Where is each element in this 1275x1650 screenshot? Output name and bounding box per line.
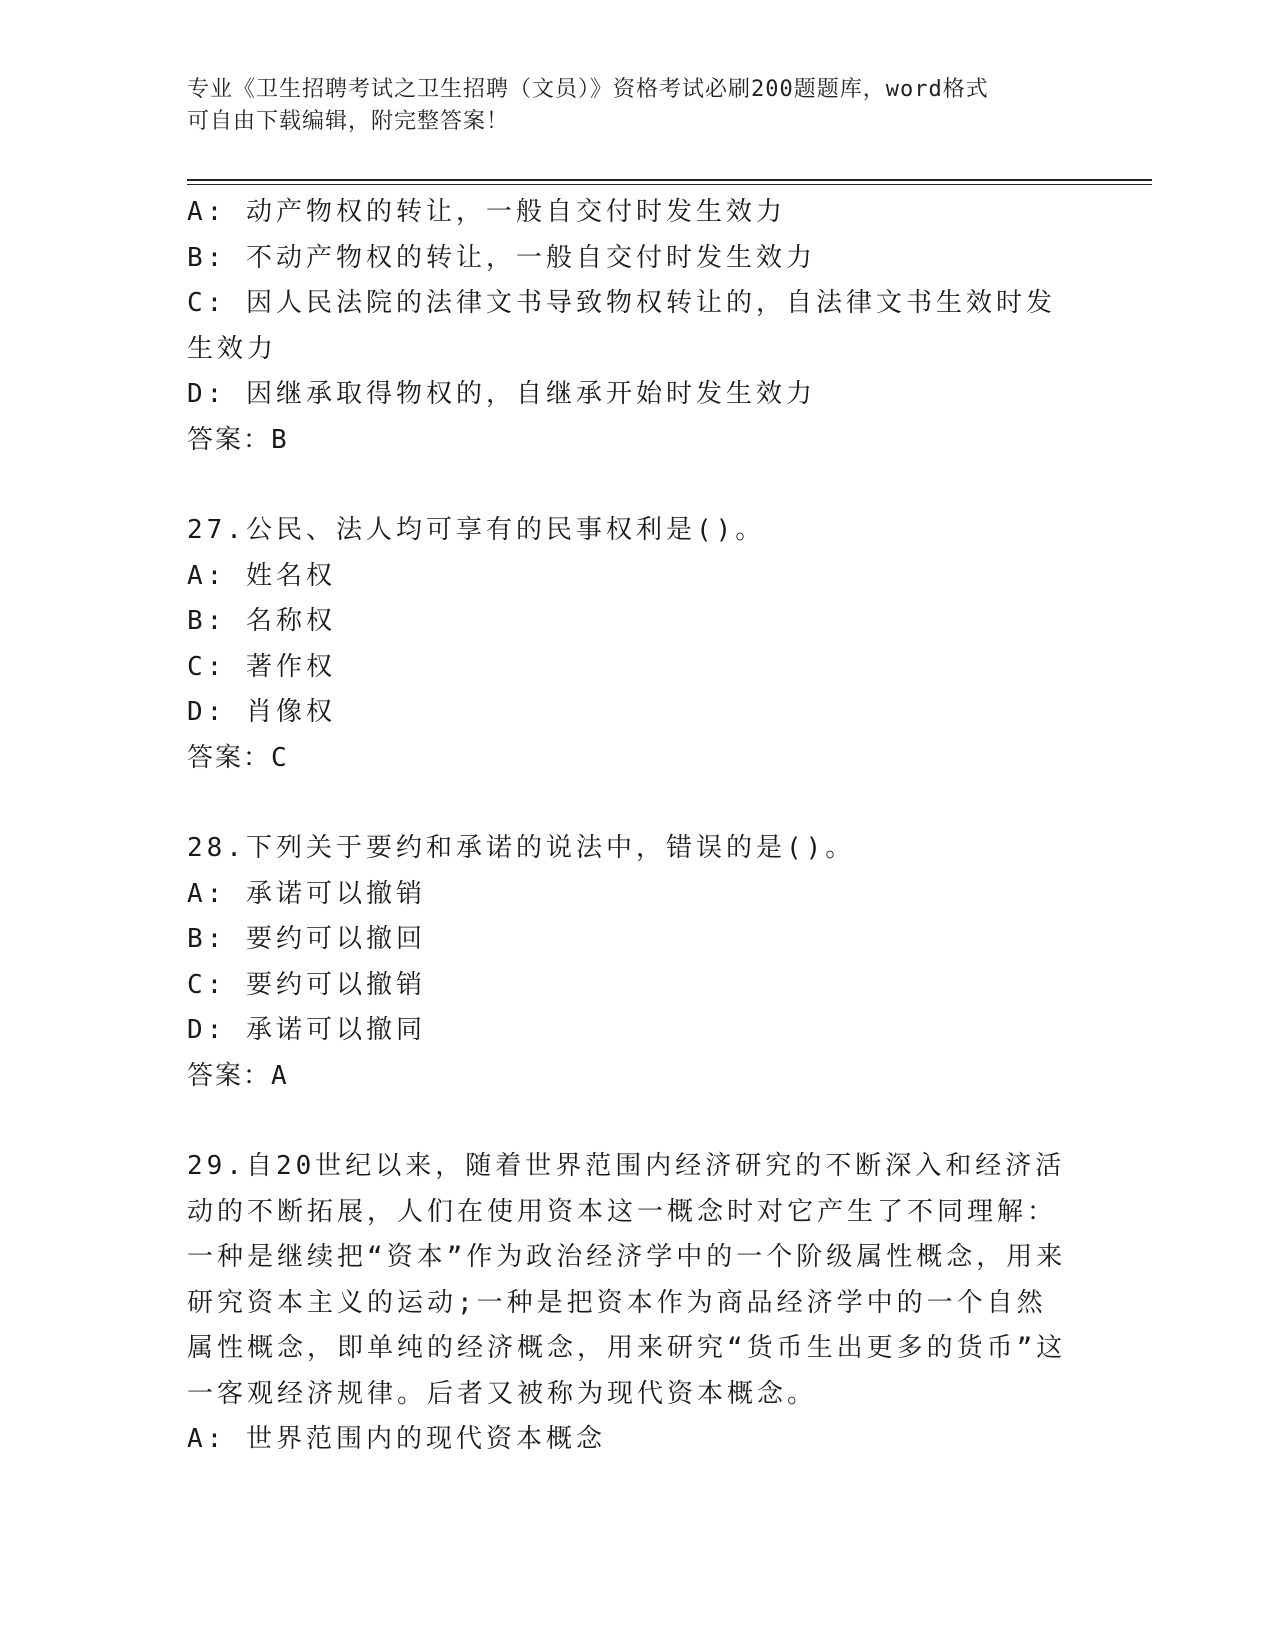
spacer	[187, 781, 1067, 826]
option-a: A: 世界范围内的现代资本概念	[187, 1424, 606, 1454]
option-a: A: 姓名权	[187, 560, 336, 591]
question-29	[187, 1144, 1067, 1463]
header-title-line-1: 专业《卫生招聘考试之卫生招聘（文员）》资格考试必刷200题题库，word格式	[187, 77, 989, 102]
option-d: D: 肖像权	[187, 697, 336, 727]
header-divider-thin	[187, 184, 1152, 185]
spacer	[187, 1099, 1067, 1144]
header-title-line-2: 可自由下载编辑，附完整答案！	[187, 109, 510, 134]
option-c: C: 要约可以撤销	[187, 969, 426, 1000]
answer: 答案：B	[187, 424, 289, 455]
question-content	[187, 190, 1067, 1463]
question-stem: 29.自20世纪以来，随着世界范围内经济研究的不断深入和经济活动的不断拓展，人们在使用资本这一概念时对它产生了不同理解：一种是继续把“资本”作为政治经济学中的一个阶级属性概念，用来研究资本主义的运动;一种是把资本作为商品经济学中的一个自然属性概念，即单纯的经济概念，用来研究“货币生出更多的货币”这一客观经济规律。后者又被称为现代资本概念。	[187, 1151, 1067, 1409]
header-divider-thick	[187, 179, 1152, 181]
spacer	[187, 463, 1067, 508]
option-a: A: 动产物权的转让，一般自交付时发生效力	[187, 197, 786, 227]
question-26-tail	[187, 190, 1067, 463]
option-b: B: 不动产物权的转让，一般自交付时发生效力	[187, 242, 816, 273]
question-stem: 27.公民、法人均可享有的民事权利是()。	[187, 515, 766, 545]
answer: 答案：C	[187, 742, 289, 773]
option-c: C: 因人民法院的法律文书导致物权转让的，自法律文书生效时发生效力	[187, 288, 1056, 364]
question-28	[187, 826, 1067, 1099]
option-d: D: 因继承取得物权的，自继承开始时发生效力	[187, 379, 816, 409]
answer: 答案：A	[187, 1060, 289, 1091]
question-stem: 28.下列关于要约和承诺的说法中，错误的是()。	[187, 833, 856, 863]
option-d: D: 承诺可以撤同	[187, 1015, 426, 1045]
document-header	[187, 74, 1067, 138]
option-b: B: 名称权	[187, 606, 336, 636]
question-27	[187, 508, 1067, 781]
option-c: C: 著作权	[187, 651, 336, 682]
option-b: B: 要约可以撤回	[187, 924, 426, 954]
option-a: A: 承诺可以撤销	[187, 878, 426, 909]
